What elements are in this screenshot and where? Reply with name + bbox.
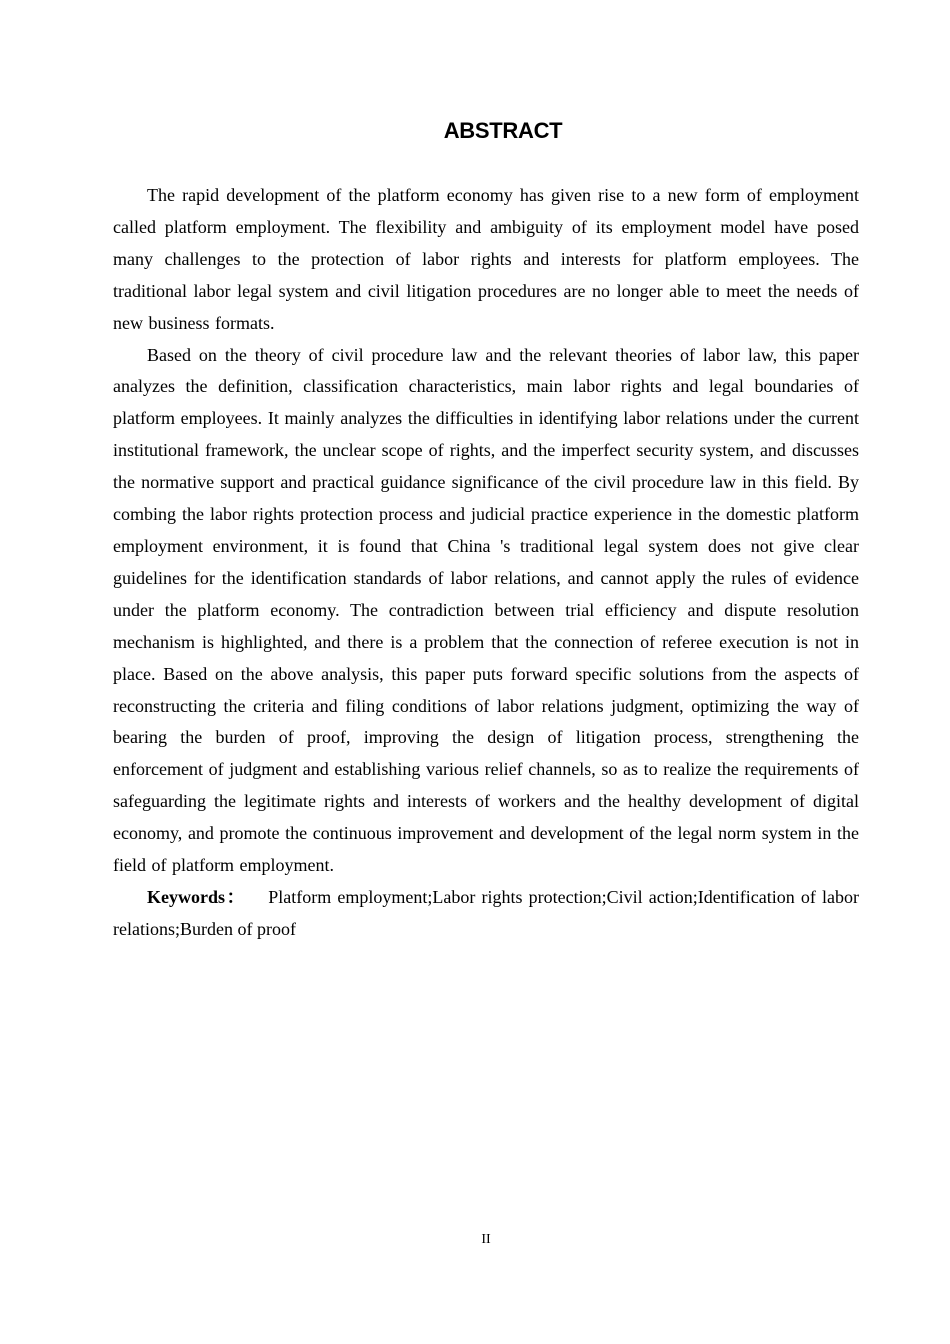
abstract-paragraph-2: Based on the theory of civil procedure law and the relevant theories of labor law, this paper analyzes the definition, classification characteristics, main labor rights and legal boundaries of platform employees. It mainly analyzes the difficulties in identifying labor relations under the current institutional framework, the unclear scope of rights, and the imperfect security system, and discusses the normative support and practical guidance significance of the civil procedure law in this field. By combing the labor rights protection process and judicial practice experience in the domestic platform employment environment, it is found that China 's traditional legal system does not give clear guidelines for the identification standards of labor relations, and cannot apply the rules of evidence under the platform economy. The contradiction between trial efficiency and dispute resolution mechanism is highlighted, and there is a problem that the connection of referee execution is not in place. Based on the above analysis, this paper puts forward specific solutions from the aspects of reconstructing the criteria and filing conditions of labor relations judgment, optimizing the way of bearing the burden of proof, improving the design of litigation process, strengthening the enforcement of judgment and establishing various relief channels, so as to realize the requirements of safeguarding the legitimate rights and interests of workers and the healthy development of digital economy, and promote the continuous improvement and development of the legal norm system in the field of platform employment.: [113, 344, 859, 876]
abstract-body: [113, 180, 859, 946]
keywords-text: Platform employment;Labor rights protection;Civil action;Identification of labor relations;Burden of proof: [113, 886, 859, 939]
abstract-title: ABSTRACT: [443, 118, 563, 143]
page-number: II: [481, 1232, 491, 1247]
keywords-line: [113, 882, 859, 946]
abstract-paragraph-1: The rapid development of the platform economy has given rise to a new form of employment called platform employment. The flexibility and ambiguity of its employment model have posed many challenges to the protection of labor rights and interests for platform employees. The traditional labor legal system and civil litigation procedures are no longer able to meet the needs of new business formats.: [113, 185, 859, 333]
keywords-label: Keywords: [147, 886, 225, 907]
keywords-colon: ：: [225, 886, 247, 907]
